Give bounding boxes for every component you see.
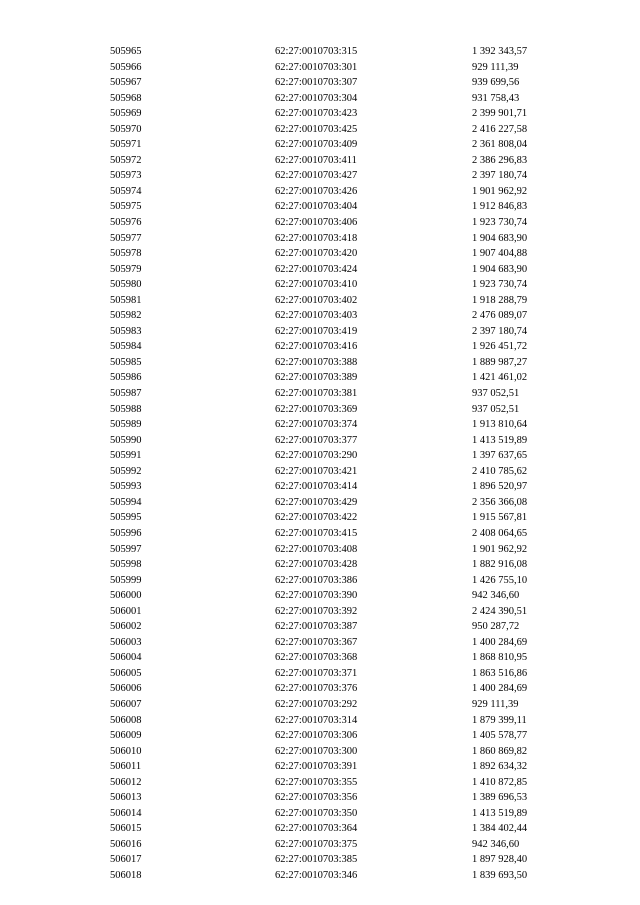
- row-number: 506003: [110, 636, 142, 648]
- cadastral-value: 937 052,51: [472, 403, 520, 415]
- cadastral-number: 62:27:0010703:381: [275, 388, 358, 400]
- table-row: [110, 91, 550, 107]
- cadastral-number: 62:27:0010703:388: [275, 356, 358, 368]
- table-row: [110, 542, 550, 558]
- cadastral-number: 62:27:0010703:406: [275, 217, 358, 229]
- cadastral-value: 2 410 785,62: [472, 465, 528, 477]
- cadastral-value: 1 904 683,90: [472, 263, 528, 275]
- cadastral-value: 1 410 872,85: [472, 776, 528, 788]
- cadastral-value: 1 897 928,40: [472, 854, 528, 866]
- cadastral-value: 1 384 402,44: [472, 823, 528, 835]
- cadastral-number: 62:27:0010703:414: [275, 481, 358, 493]
- cadastral-value: 2 424 390,51: [472, 605, 528, 617]
- row-number: 506009: [110, 730, 142, 742]
- table-row: [110, 122, 550, 138]
- cadastral-value: 1 400 284,69: [472, 683, 528, 695]
- row-number: 505976: [110, 217, 142, 229]
- table-row: [110, 153, 550, 169]
- cadastral-value: 1 901 962,92: [472, 543, 528, 555]
- table-row: [110, 510, 550, 526]
- table-row: [110, 666, 550, 682]
- table-row: [110, 650, 550, 666]
- cadastral-value: 1 405 578,77: [472, 730, 528, 742]
- cadastral-number: 62:27:0010703:423: [275, 108, 358, 120]
- cadastral-number: 62:27:0010703:292: [275, 698, 358, 710]
- table-row: [110, 464, 550, 480]
- table-row: [110, 417, 550, 433]
- cadastral-value: 2 399 901,71: [472, 108, 528, 120]
- cadastral-value: 1 397 637,65: [472, 450, 528, 462]
- table-row: [110, 231, 550, 247]
- cadastral-number: 62:27:0010703:350: [275, 807, 358, 819]
- cadastral-number: 62:27:0010703:371: [275, 667, 358, 679]
- row-number: 506007: [110, 698, 142, 710]
- row-number: 505993: [110, 481, 142, 493]
- cadastral-value: 1 413 519,89: [472, 434, 528, 446]
- cadastral-value: 1 868 810,95: [472, 652, 528, 664]
- row-number: 506000: [110, 590, 142, 602]
- data-table: [110, 44, 550, 884]
- cadastral-number: 62:27:0010703:300: [275, 745, 358, 757]
- row-number: 505967: [110, 77, 142, 89]
- cadastral-value: 1 915 567,81: [472, 512, 528, 524]
- cadastral-value: 2 361 808,04: [472, 139, 528, 151]
- table-row: [110, 681, 550, 697]
- row-number: 505968: [110, 92, 142, 104]
- cadastral-number: 62:27:0010703:402: [275, 294, 358, 306]
- row-number: 505990: [110, 434, 142, 446]
- cadastral-value: 2 397 180,74: [472, 170, 528, 182]
- table-row: [110, 495, 550, 511]
- table-row: [110, 199, 550, 215]
- table-row: [110, 775, 550, 791]
- table-row: [110, 448, 550, 464]
- table-row: [110, 573, 550, 589]
- cadastral-value: 1 904 683,90: [472, 232, 528, 244]
- cadastral-number: 62:27:0010703:390: [275, 590, 358, 602]
- row-number: 506018: [110, 869, 142, 881]
- cadastral-value: 1 839 693,50: [472, 869, 528, 881]
- table-row: [110, 852, 550, 868]
- cadastral-value: 1 923 730,74: [472, 217, 528, 229]
- table-row: [110, 837, 550, 853]
- cadastral-number: 62:27:0010703:369: [275, 403, 358, 415]
- cadastral-number: 62:27:0010703:418: [275, 232, 358, 244]
- row-number: 506002: [110, 621, 142, 633]
- cadastral-value: 2 408 064,65: [472, 527, 528, 539]
- cadastral-number: 62:27:0010703:415: [275, 527, 358, 539]
- row-number: 505983: [110, 325, 142, 337]
- cadastral-number: 62:27:0010703:356: [275, 792, 358, 804]
- table-row: [110, 868, 550, 884]
- cadastral-number: 62:27:0010703:421: [275, 465, 358, 477]
- cadastral-value: 1 389 696,53: [472, 792, 528, 804]
- cadastral-number: 62:27:0010703:375: [275, 838, 358, 850]
- row-number: 505997: [110, 543, 142, 555]
- table-row: [110, 246, 550, 262]
- table-row: [110, 215, 550, 231]
- table-row: [110, 821, 550, 837]
- cadastral-value: 1 882 916,08: [472, 559, 528, 571]
- table-row: [110, 728, 550, 744]
- table-row: [110, 479, 550, 495]
- row-number: 505979: [110, 263, 142, 275]
- table-row: [110, 604, 550, 620]
- cadastral-value: 2 416 227,58: [472, 123, 528, 135]
- cadastral-value: 1 421 461,02: [472, 372, 528, 384]
- row-number: 506012: [110, 776, 142, 788]
- cadastral-value: 1 907 404,88: [472, 248, 528, 260]
- row-number: 505981: [110, 294, 142, 306]
- table-row: [110, 433, 550, 449]
- table-row: [110, 293, 550, 309]
- row-number: 505966: [110, 61, 142, 73]
- row-number: 506010: [110, 745, 142, 757]
- table-row: [110, 759, 550, 775]
- cadastral-value: 1 913 810,64: [472, 419, 528, 431]
- cadastral-value: 2 397 180,74: [472, 325, 528, 337]
- row-number: 506016: [110, 838, 142, 850]
- table-row: [110, 184, 550, 200]
- row-number: 505998: [110, 559, 142, 571]
- cadastral-value: 2 386 296,83: [472, 154, 528, 166]
- cadastral-value: 1 413 519,89: [472, 807, 528, 819]
- cadastral-value: 939 699,56: [472, 77, 520, 89]
- table-row: [110, 713, 550, 729]
- cadastral-value: 2 476 089,07: [472, 310, 528, 322]
- cadastral-number: 62:27:0010703:416: [275, 341, 358, 353]
- cadastral-value: 937 052,51: [472, 388, 520, 400]
- cadastral-number: 62:27:0010703:424: [275, 263, 358, 275]
- cadastral-value: 1 901 962,92: [472, 185, 528, 197]
- cadastral-number: 62:27:0010703:419: [275, 325, 358, 337]
- cadastral-number: 62:27:0010703:409: [275, 139, 358, 151]
- row-number: 506008: [110, 714, 142, 726]
- table-row: [110, 635, 550, 651]
- cadastral-number: 62:27:0010703:346: [275, 869, 358, 881]
- row-number: 505980: [110, 279, 142, 291]
- cadastral-value: 1 923 730,74: [472, 279, 528, 291]
- row-number: 505985: [110, 356, 142, 368]
- row-number: 505986: [110, 372, 142, 384]
- cadastral-number: 62:27:0010703:408: [275, 543, 358, 555]
- row-number: 505973: [110, 170, 142, 182]
- row-number: 505974: [110, 185, 142, 197]
- cadastral-number: 62:27:0010703:301: [275, 61, 358, 73]
- cadastral-number: 62:27:0010703:304: [275, 92, 358, 104]
- table-row: [110, 588, 550, 604]
- table-row: [110, 106, 550, 122]
- cadastral-value: 929 111,39: [472, 698, 519, 710]
- table-row: [110, 386, 550, 402]
- cadastral-value: 1 392 343,57: [472, 46, 528, 57]
- cadastral-number: 62:27:0010703:429: [275, 496, 358, 508]
- row-number: 505996: [110, 527, 142, 539]
- table-row: [110, 324, 550, 340]
- row-number: 505999: [110, 574, 142, 586]
- cadastral-value: 942 346,60: [472, 590, 520, 602]
- cadastral-value: 1 912 846,83: [472, 201, 528, 213]
- cadastral-value: 1 892 634,32: [472, 761, 528, 773]
- cadastral-number: 62:27:0010703:368: [275, 652, 358, 664]
- row-number: 506015: [110, 823, 142, 835]
- table-row: [110, 744, 550, 760]
- table-row: [110, 402, 550, 418]
- cadastral-number: 62:27:0010703:389: [275, 372, 358, 384]
- table-row: [110, 619, 550, 635]
- row-number: 505991: [110, 450, 142, 462]
- table-row: [110, 355, 550, 371]
- cadastral-number: 62:27:0010703:404: [275, 201, 358, 213]
- table-row: [110, 339, 550, 355]
- row-number: 506017: [110, 854, 142, 866]
- row-number: 505984: [110, 341, 142, 353]
- row-number: 505988: [110, 403, 142, 415]
- table-row: [110, 697, 550, 713]
- cadastral-number: 62:27:0010703:410: [275, 279, 358, 291]
- table-row: [110, 370, 550, 386]
- row-number: 506006: [110, 683, 142, 695]
- row-number: 505994: [110, 496, 142, 508]
- cadastral-number: 62:27:0010703:427: [275, 170, 358, 182]
- cadastral-number: 62:27:0010703:428: [275, 559, 358, 571]
- cadastral-number: 62:27:0010703:386: [275, 574, 358, 586]
- cadastral-value: 1 896 520,97: [472, 481, 528, 493]
- row-number: 505977: [110, 232, 142, 244]
- cadastral-number: 62:27:0010703:392: [275, 605, 358, 617]
- row-number: 505995: [110, 512, 142, 524]
- table-row: [110, 44, 550, 60]
- table-row: [110, 526, 550, 542]
- cadastral-value: 1 863 516,86: [472, 667, 528, 679]
- cadastral-number: 62:27:0010703:391: [275, 761, 358, 773]
- cadastral-value: 2 356 366,08: [472, 496, 528, 508]
- row-number: 506014: [110, 807, 142, 819]
- table-row: [110, 75, 550, 91]
- row-number: 505978: [110, 248, 142, 260]
- table-row: [110, 262, 550, 278]
- table-row: [110, 137, 550, 153]
- row-number: 505992: [110, 465, 142, 477]
- row-number: 505969: [110, 108, 142, 120]
- row-number: 505971: [110, 139, 142, 151]
- cadastral-number: 62:27:0010703:385: [275, 854, 358, 866]
- row-number: 505970: [110, 123, 142, 135]
- row-number: 506004: [110, 652, 142, 664]
- cadastral-value: 950 287,72: [472, 621, 520, 633]
- table-row: [110, 790, 550, 806]
- cadastral-number: 62:27:0010703:425: [275, 123, 358, 135]
- row-number: 506013: [110, 792, 142, 804]
- row-number: 505989: [110, 419, 142, 431]
- cadastral-value: 931 758,43: [472, 92, 520, 104]
- cadastral-value: 1 400 284,69: [472, 636, 528, 648]
- row-number: 505975: [110, 201, 142, 213]
- table-row: [110, 806, 550, 822]
- table-row: [110, 60, 550, 76]
- cadastral-number: 62:27:0010703:376: [275, 683, 358, 695]
- cadastral-number: 62:27:0010703:411: [275, 154, 357, 166]
- cadastral-number: 62:27:0010703:377: [275, 434, 358, 446]
- cadastral-number: 62:27:0010703:367: [275, 636, 358, 648]
- cadastral-number: 62:27:0010703:403: [275, 310, 358, 322]
- table-row: [110, 308, 550, 324]
- cadastral-value: 1 918 288,79: [472, 294, 528, 306]
- cadastral-value: 1 860 869,82: [472, 745, 528, 757]
- row-number: 505972: [110, 154, 142, 166]
- cadastral-value: 942 346,60: [472, 838, 520, 850]
- cadastral-number: 62:27:0010703:315: [275, 46, 358, 57]
- cadastral-value: 1 926 451,72: [472, 341, 528, 353]
- row-number: 505965: [110, 46, 142, 57]
- cadastral-number: 62:27:0010703:314: [275, 714, 358, 726]
- row-number: 505982: [110, 310, 142, 322]
- cadastral-number: 62:27:0010703:422: [275, 512, 358, 524]
- cadastral-value: 929 111,39: [472, 61, 519, 73]
- cadastral-number: 62:27:0010703:307: [275, 77, 358, 89]
- row-number: 506001: [110, 605, 142, 617]
- cadastral-value: 1 879 399,11: [472, 714, 527, 726]
- cadastral-number: 62:27:0010703:290: [275, 450, 358, 462]
- cadastral-number: 62:27:0010703:387: [275, 621, 358, 633]
- cadastral-number: 62:27:0010703:306: [275, 730, 358, 742]
- row-number: 506005: [110, 667, 142, 679]
- table-row: [110, 277, 550, 293]
- cadastral-value: 1 889 987,27: [472, 356, 528, 368]
- cadastral-number: 62:27:0010703:374: [275, 419, 358, 431]
- cadastral-number: 62:27:0010703:355: [275, 776, 358, 788]
- cadastral-number: 62:27:0010703:426: [275, 185, 358, 197]
- table-row: [110, 168, 550, 184]
- table-row: [110, 557, 550, 573]
- cadastral-number: 62:27:0010703:364: [275, 823, 358, 835]
- cadastral-number: 62:27:0010703:420: [275, 248, 358, 260]
- row-number: 506011: [110, 761, 142, 773]
- row-number: 505987: [110, 388, 142, 400]
- cadastral-value: 1 426 755,10: [472, 574, 528, 586]
